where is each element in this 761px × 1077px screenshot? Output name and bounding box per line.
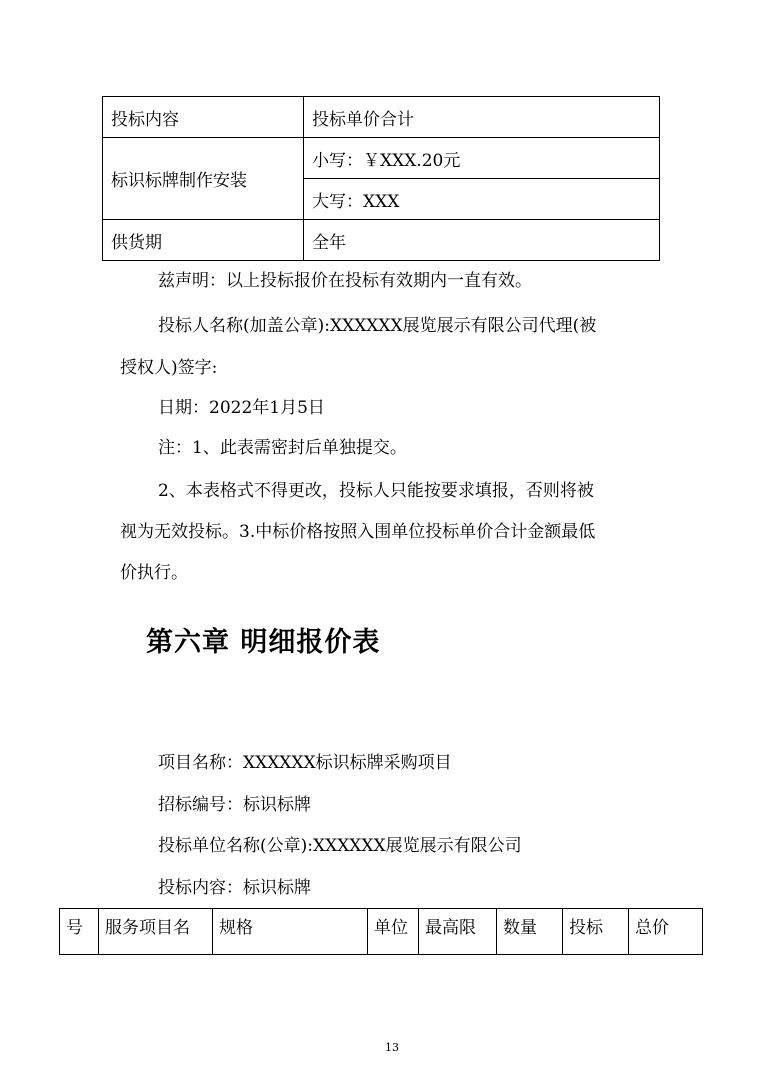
- note-2-line3: 价执行。: [120, 563, 188, 583]
- table-row: [103, 138, 660, 179]
- note-2-line2: 视为无效投标。3.中标价格按照入围单位投标单价合计金额最低: [120, 522, 596, 542]
- bidder-name-line1: 投标人名称(加盖公章):XXXXXX展览展示有限公司代理(被: [158, 316, 597, 336]
- bidder-name-line2: 授权人)签字:: [120, 358, 218, 378]
- col-header-unit: 单位: [368, 909, 419, 955]
- col-header-service-item: 服务项目名: [99, 909, 213, 955]
- supply-period-value: 全年: [304, 220, 660, 261]
- table-header-row: [60, 909, 703, 955]
- note-1: 注：1、此表需密封后单独提交。: [158, 438, 407, 458]
- bid-price-table: [102, 96, 660, 261]
- price-lower-cell: 小写：￥XXX.20元: [304, 138, 660, 179]
- table-row: [103, 220, 660, 261]
- table-row: [103, 97, 660, 138]
- header-unit-price-total: 投标单价合计: [304, 97, 660, 138]
- col-header-spec: 规格: [213, 909, 368, 955]
- header-bid-content: 投标内容: [103, 97, 304, 138]
- declaration-date: 日期：2022年1月5日: [158, 398, 325, 418]
- item-name-cell: 标识标牌制作安装: [103, 138, 304, 220]
- price-upper-cell: 大写：XXX: [304, 179, 660, 220]
- col-header-quantity: 数量: [497, 909, 563, 955]
- page-number: 13: [385, 1041, 399, 1054]
- bidder-unit-name: 投标单位名称(公章):XXXXXX展览展示有限公司: [158, 836, 522, 856]
- project-name: 项目名称：XXXXXX标识标牌采购项目: [158, 753, 452, 773]
- col-header-number: 号: [60, 909, 99, 955]
- note-2-line1: 2、本表格式不得更改，投标人只能按要求填报，否则将被: [158, 481, 594, 501]
- col-header-max-limit: 最高限: [419, 909, 497, 955]
- col-header-bid: 投标: [563, 909, 629, 955]
- declaration-statement: 兹声明：以上投标报价在投标有效期内一直有效。: [158, 271, 532, 291]
- supply-period-label: 供货期: [103, 220, 304, 261]
- col-header-total-price: 总价: [629, 909, 703, 955]
- tender-number: 招标编号：标识标牌: [158, 795, 311, 815]
- detail-price-table: [59, 908, 703, 955]
- bid-content: 投标内容：标识标牌: [158, 878, 311, 898]
- chapter-title: 第六章 明细报价表: [146, 627, 381, 658]
